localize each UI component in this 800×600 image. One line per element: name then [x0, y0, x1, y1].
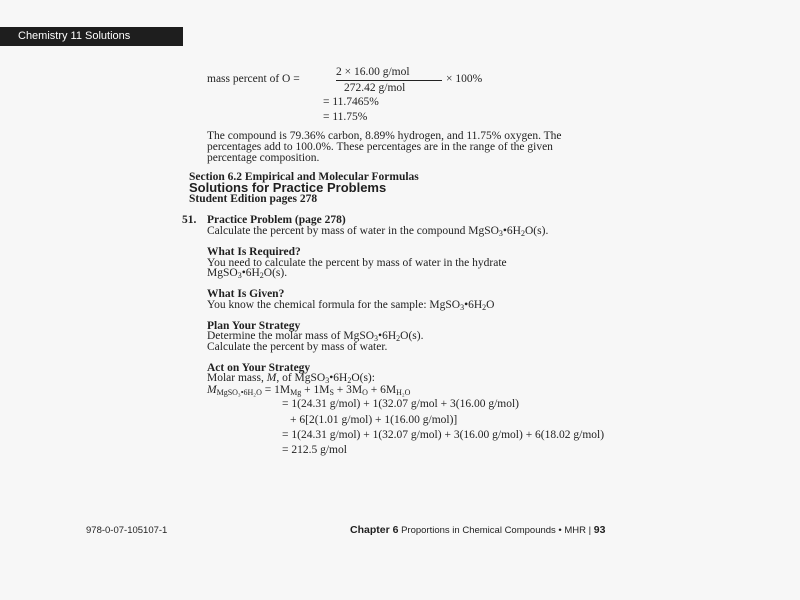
page-footer: Chapter 6 Proportions in Chemical Compounds • MHR | 93 — [350, 524, 606, 536]
equation-step-1: = 1(24.31 g/mol) + 1(32.07 g/mol + 3(16.00 g/mol) — [282, 398, 519, 410]
required-line-2: $MgSO_3•6H_2O(s)$. — [207, 267, 288, 280]
fraction-multiplier: × 100% — [446, 73, 483, 85]
problem-statement: Calculate the percent by mass of water in the compound $MgSO_3•6H_2O(s)$. — [207, 225, 549, 238]
fraction-numerator: 2 × 16.00 g/mol — [336, 66, 410, 78]
molar-mass-equation: $M_{MgSO_3•6H_2O} = 1M_{Mg} + 1M_S + 3M_O + 6M_{H_2O}$ — [207, 384, 411, 397]
required-heading: What Is Required? — [207, 246, 301, 258]
fraction-bar — [336, 80, 442, 81]
section-heading: Section 6.2 Empirical and Molecular Formulas — [189, 171, 419, 183]
given-line: You know the chemical formula for the sample: $MgSO_3•6H_2O$ — [207, 299, 495, 312]
section-subtitle: Student Edition pages 278 — [189, 193, 318, 205]
plan-line-1: Determine the molar mass of $MgSO_3•6H_2O(s)$. — [207, 330, 424, 343]
equation-step-3: = 1(24.31 g/mol) + 1(32.07 g/mol) + 3(16.00 g/mol) + 6(18.02 g/mol) — [282, 429, 605, 441]
plan-line-2: Calculate the percent by mass of water. — [207, 341, 388, 353]
conclusion-line-3: percentage composition. — [207, 152, 320, 164]
section-title: Solutions for Practice Problems — [189, 180, 387, 195]
equation-step-2: + 6[2(1.01 g/mol) + 1(16.00 g/mol)] — [290, 414, 458, 426]
plan-heading: Plan Your Strategy — [207, 320, 301, 332]
equation-result: = 212.5 g/mol — [282, 444, 347, 456]
fraction-denominator: 272.42 g/mol — [344, 82, 406, 94]
conclusion-line-2: percentages add to 100.0%. These percentages are in the range of the given — [207, 141, 553, 153]
act-line-1: Molar mass, M, of $MgSO_3•6H_2O(s)$: — [207, 372, 375, 385]
problem-title: Practice Problem (page 278) — [207, 214, 346, 226]
problem-number: 51. — [182, 214, 197, 226]
given-heading: What Is Given? — [207, 288, 285, 300]
calc-step-2: = 11.75% — [323, 111, 368, 123]
isbn: 978-0-07-105107-1 — [86, 525, 168, 536]
header-tab: Chemistry 11 Solutions — [0, 27, 183, 46]
calc-step-1: = 11.7465% — [323, 96, 379, 108]
required-line-1: You need to calculate the percent by mass of water in the hydrate — [207, 257, 507, 269]
act-heading: Act on Your Strategy — [207, 362, 311, 374]
mass-percent-label: mass percent of O = — [207, 73, 300, 85]
conclusion-line-1: The compound is 79.36% carbon, 8.89% hydrogen, and 11.75% oxygen. The — [207, 130, 562, 142]
